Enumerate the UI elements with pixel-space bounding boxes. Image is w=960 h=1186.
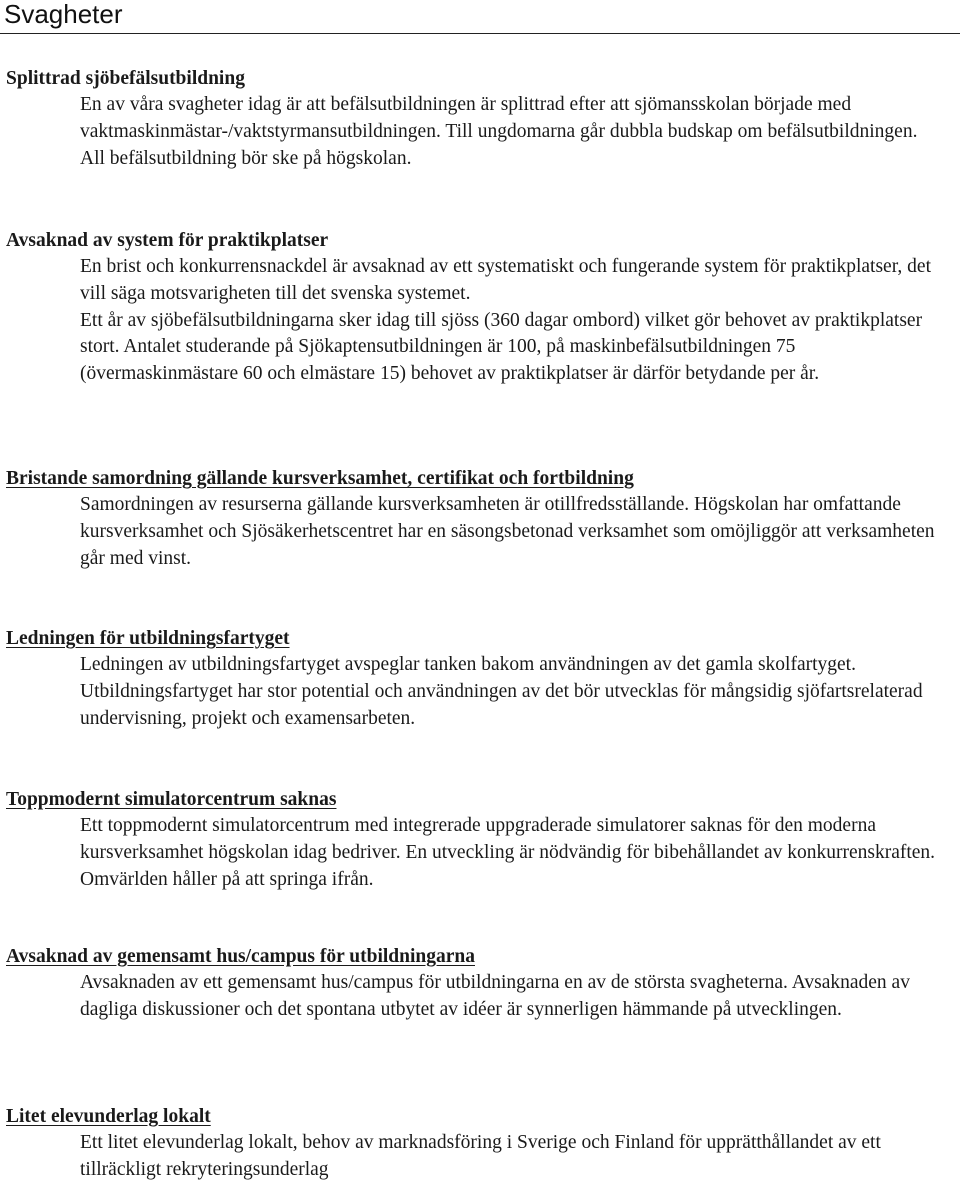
section-simulatorcentrum <box>0 787 960 893</box>
section-heading: Ledningen för utbildningsfartyget <box>6 628 290 649</box>
page-title: Svagheter <box>4 0 123 29</box>
section-heading: Toppmodernt simulatorcentrum saknas <box>6 789 337 810</box>
section-paragraph: Ledningen av utbildningsfartyget avspeglar tanken bakom användningen av det gamla skolfartyget. Utbildningsfartyget har stor potential och användningen av det bör utvecklas för mångsidig sjöfartsrelaterad undervisning, projekt och examensarbeten. <box>80 654 923 729</box>
section-ledningen-utbildningsfartyget <box>0 626 960 732</box>
section-paragraph: Ett litet elevunderlag lokalt, behov av marknadsföring i Sverige och Finland för upprätthållandet av ett tillräckligt rekryteringsunderlag <box>80 1132 881 1180</box>
section-bristande-samordning <box>0 466 960 572</box>
section-paragraph: Ett toppmodernt simulatorcentrum med integrerade uppgraderade simulatorer saknas för den moderna kursverksamhet högskolan idag bedriver. En utveckling är nödvändig för bibehållandet av konkurrenskraften. Omvärlden håller på att springa ifrån. <box>80 815 936 890</box>
section-paragraph: Ett år av sjöbefälsutbildningarna sker idag till sjöss (360 dagar ombord) vilket gör behovet av praktikplatser stort. Antalet studerande på Sjökaptensutbildningen är 100, på maskinbefälsutbildningen 75 (övermaskinmästare 60 och elmästare 15) behovet av praktikplatser är därför betydande per år. <box>80 309 923 385</box>
section-litet-elevunderlag <box>0 1104 960 1184</box>
section-paragraph: En av våra svagheter idag är att befälsutbildningen är splittrad efter att sjömansskolan började med vaktmaskinmästar-/vaktstyrmansutbildningen. Till ungdomarna går dubbla budskap om befälsutbildningen. All befälsutbildning bör ske på högskolan. <box>80 94 918 169</box>
section-heading: Avsaknad av gemensamt hus/campus för utbildningarna <box>6 946 475 967</box>
title-divider <box>0 33 960 34</box>
section-paragraph: Samordningen av resurserna gällande kursverksamheten är otillfredsställande. Högskolan har omfattande kursverksamhet och Sjösäkerhetscentret har en säsongsbetonad verksamhet som omöjliggör att verksamheten går med vinst. <box>80 494 935 569</box>
section-paragraph: Avsaknaden av ett gemensamt hus/campus för utbildningarna en av de största svagheterna. Avsaknaden av dagliga diskussioner och det spontana utbytet av idéer är synnerligen hämmande på utvecklingen. <box>80 972 910 1020</box>
section-gemensamt-campus <box>0 944 960 1024</box>
section-paragraph: En brist och konkurrensnackdel är avsaknad av ett systematiskt och fungerande system för praktikplatser, det vill säga motsvarigheten till det svenska systemet. <box>80 256 932 304</box>
section-splittrad-sjobefalsutbildning <box>0 66 960 172</box>
section-heading: Litet elevunderlag lokalt <box>6 1106 211 1127</box>
section-heading: Splittrad sjöbefälsutbildning <box>6 68 245 89</box>
section-avsaknad-praktikplatser <box>0 228 960 388</box>
section-heading: Avsaknad av system för praktikplatser <box>6 230 329 251</box>
section-heading: Bristande samordning gällande kursverksamhet, certifikat och fortbildning <box>6 468 634 489</box>
